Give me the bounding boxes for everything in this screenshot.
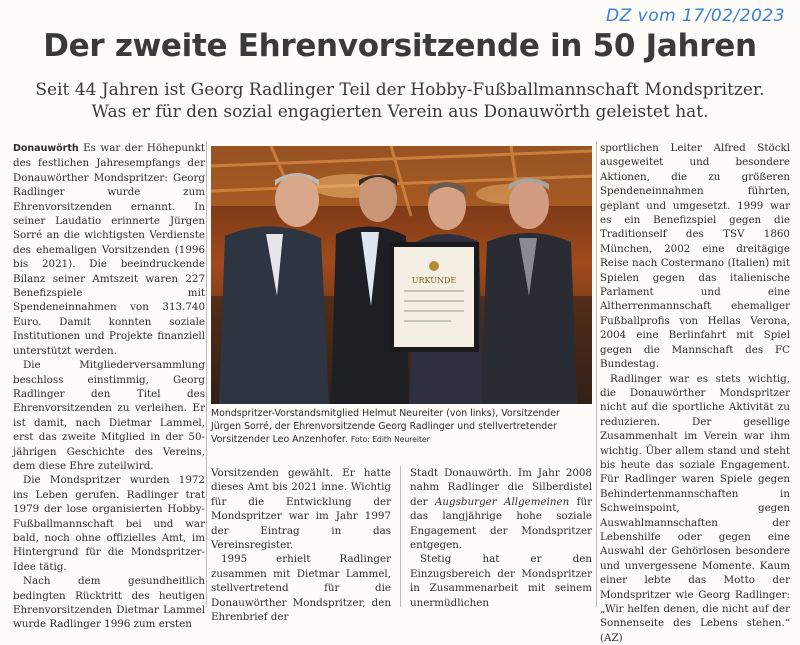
paragraph: Stetig hat er den Einzugsbereich der Mondspritzer in Zusammenarbeit mit seinem unermüdlichen [410, 552, 592, 610]
paragraph-text: für das langjährige hohe soziale Engagement der Mondspritzer entgegen. [410, 496, 592, 551]
paragraph [13, 141, 205, 358]
group-photo-illustration [211, 146, 592, 404]
paragraph-text: Stadt Donauwörth. Im Jahr 2008 nahm Radlinger die Silberdistel der [410, 467, 592, 508]
paragraph: Vorsitzenden gewählt. Er hatte dieses Amt bis 2021 inne. Wichtig für die Entwicklung der Mondspritzer war im Jahr 1997 der Eintrag in das Vereinsregister. [211, 466, 391, 552]
paragraph: Die Mondspritzer wurden 1972 ins Leben gerufen. Radlinger trat 1979 der lose organisierten Hobby-Fußballmannschaft bei und war bald, noch ohne offizielles Amt, im Hintergrund für die Mondspritzer-Idee tätig. [13, 473, 205, 574]
column-divider [596, 141, 597, 607]
paragraph: 1995 erhielt Radlinger zusammen mit Dietmar Lammel, stellvertretend für die Donauwörther Mondspritzer, den Ehrenbrief der [211, 552, 391, 624]
column-divider [206, 141, 207, 607]
article-column-2 [211, 466, 391, 624]
article-column-4 [600, 141, 790, 645]
article-subheadline-line2: Was er für den sozial engagierten Verein aus Donauwörth geleistet hat. [20, 102, 780, 122]
paragraph [410, 466, 592, 552]
article-subheadline-line1: Seit 44 Jahren ist Georg Radlinger Teil der Hobby-Fußballmannschaft Mondspritzer. [20, 80, 780, 100]
newspaper-name: Augsburger Allgemeinen [435, 496, 569, 508]
article-column-3 [410, 466, 592, 610]
photo-caption [211, 407, 592, 446]
paragraph: Die Mitgliederversammlung beschloss einstimmig, Georg Radlinger den Titel des Ehrenvorsitzenden zu verleihen. Er ist damit, nach Dietmar Lammel, erst das zweite Mitglied in der 50-jährigen Geschichte des Vereins, dem diese Ehre zuteilwird. [13, 358, 205, 473]
article-headline: Der zweite Ehrenvorsitzende in 50 Jahren [0, 28, 800, 64]
paragraph: Nach dem gesundheitlich bedingten Rücktritt des heutigen Ehrenvorsitzenden Dietmar Lammel wurde Radlinger 1996 zum ersten [13, 574, 205, 632]
article-column-1 [13, 141, 205, 632]
article-photo [211, 146, 592, 404]
paragraph: sportlichen Leiter Alfred Stöckl ausgeweitet und besondere Aktionen, die zu größeren Spendeneinnahmen führten, geplant und umgesetzt. 1999 war es ein Benefizspiel gegen die Traditionself des TSV 1860 München, 2002 eine dreitägige Reise nach Costermano (Italien) mit Spielen gegen das italienische Parlament und eine Altherrenmannschaft ehemaliger Fußballprofis von Hellas Verona, 2004 eine Berlinfahrt mit Spiel gegen die Mannschaft des FC Bundestag. [600, 141, 790, 372]
certificate-frame [389, 242, 479, 352]
paragraph-text: Es war der Höhepunkt des festlichen Jahresempfangs der Donauwörther Mondspritzer: Georg Radlinger wurde zum Ehrenvorsitzenden ernannt. In seiner Laudatio erinnerte Jürgen Sorré an die wichtigsten Verdienste des ehemaligen Vorsitzenden (1996 bis 2021). Die beeindruckende Bilanz seiner Amtszeit waren 227 Benefizspiele mit Spendeneinnahmen von 313.740 Euro. Damit konnten soziale Institutionen und Projekte finanziell unterstützt werden. [13, 142, 205, 357]
caption-text: Mondspritzer-Vorstandsmitglied Helmut Neureiter (von links), Vorsitzender Jürgen Sorré, der Ehrenvorsitzende Georg Radlinger und stellvertretender Vorsitzender Leo Anzenhofer. [211, 408, 560, 445]
certificate-title: URKUNDE [412, 276, 457, 285]
column-divider [400, 466, 401, 607]
dateline: Donauwörth [13, 143, 79, 154]
paragraph: Radlinger war es stets wichtig, die Donauwörther Mondspritzer nicht auf die sportliche Aktivität zu reduzieren. Der gesellige Zusammenhalt im Verein war ihm wichtig. Über allem stand und steht bis heute das soziale Engagement. Für Radlinger waren Spiele gegen Behindertenmannschaften in Schweinspoint, gegen Auswahlmannschaften der Lebenshilfe oder gegen eine Auswahl der Gehörlosen besondere und unvergessene Momente. Kaum einer lebte das Motto der Mondspritzer wie Georg Radlinger: „Wir helfen denen, die nicht auf der Sonnenseite des Lebens stehen.“ (AZ) [600, 372, 790, 645]
handwritten-date-stamp: DZ vom 17/02/2023 [606, 6, 785, 26]
photo-credit: Foto: Edith Neureiter [351, 435, 430, 444]
